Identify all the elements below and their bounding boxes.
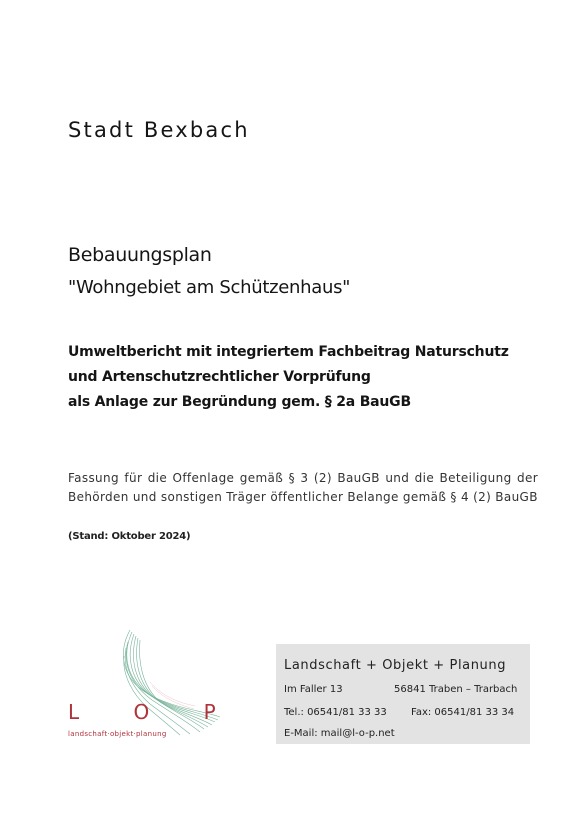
lop-logo-letters: L O P bbox=[68, 700, 240, 724]
address-street: Im Faller 13 bbox=[284, 684, 343, 695]
version-statement: Fassung für die Offenlage gemäß § 3 (2) BauGB und die Beteiligung der Behörden und sonstigen Träger öffentlicher Belange gemäß § 4 (2) BauGB bbox=[68, 471, 538, 504]
report-subtitle-line: Umweltbericht mit integriertem Fachbeitrag Naturschutz bbox=[68, 344, 509, 360]
lop-logo-caption: landschaft·objekt·planung bbox=[68, 730, 167, 738]
firm-name: Landschaft + Objekt + Planung bbox=[284, 658, 507, 673]
report-subtitle-line: als Anlage zur Begründung gem. § 2a BauGB bbox=[68, 394, 411, 410]
address-city: 56841 Traben – Trarbach bbox=[394, 684, 518, 695]
lop-logo-graphic bbox=[60, 622, 240, 742]
phone-number: Tel.: 06541/81 33 33 bbox=[284, 707, 387, 718]
email-address: E-Mail: mail@l-o-p.net bbox=[284, 728, 395, 739]
document-date: (Stand: Oktober 2024) bbox=[68, 531, 191, 542]
contact-box bbox=[276, 644, 530, 744]
plan-type-title: Bebauungsplan bbox=[68, 244, 212, 266]
report-subtitle-line: und Artenschutzrechtlicher Vorprüfung bbox=[68, 369, 371, 385]
city-name: Stadt Bexbach bbox=[68, 118, 250, 142]
plan-name-title: "Wohngebiet am Schützenhaus" bbox=[68, 277, 351, 298]
fax-number: Fax: 06541/81 33 34 bbox=[411, 707, 515, 718]
